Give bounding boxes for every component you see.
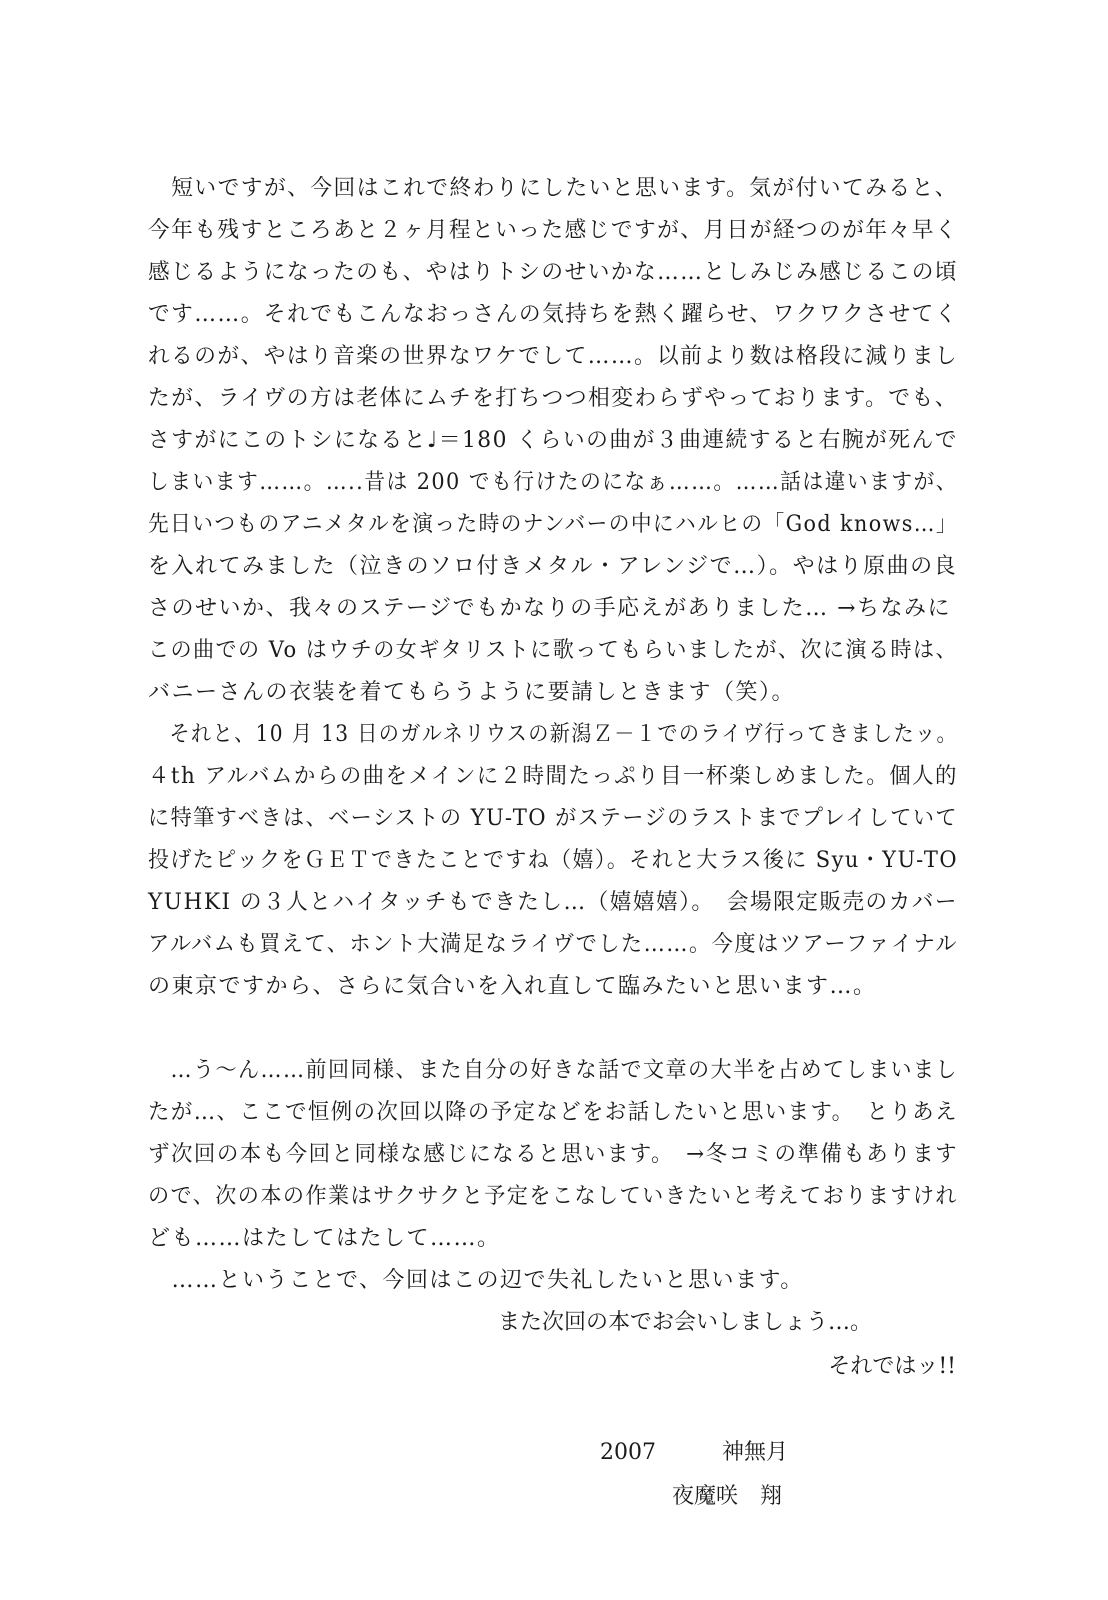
signature-month: 神無月	[722, 1440, 789, 1465]
text-line: しまいます……。…..昔は 200 でも行けたのになぁ……。……話は違いますが、	[148, 470, 959, 495]
text-line: ４th アルバムからの曲をメインに２時間たっぷり目一杯楽しめました。個人的	[148, 764, 958, 789]
text-line: バニーさんの衣装を着てもらうように要請しときます（笑）。	[148, 680, 796, 705]
text-line: 短いですが、今回はこれで終わりにしたいと思います。気が付いてみると、	[148, 176, 958, 201]
text-line: 感じるようになったのも、やはりトシのせいかな……としみじみ感じるこの頃	[148, 260, 959, 285]
text-line: ず次回の本も今回と同様な感じになると思います。 →冬コミの準備もあります	[148, 1142, 959, 1167]
text-line: 投げたピックをＧＥＴできたことですね（嬉）。それと大ラス後に Syu・YU-TO	[148, 848, 958, 873]
text-line: 先日いつものアニメタルを演った時のナンバーの中にハルヒの「God knows…」	[148, 512, 958, 537]
text-line: ので、次の本の作業はサクサクと予定をこなしていきたいと考えておりますけれ	[148, 1184, 958, 1209]
text-line: たが、ライヴの方は老体にムチを打ちつつ相変わらずやっております。でも、	[148, 386, 959, 411]
text-line: を入れてみました（泣きのソロ付きメタル・アレンジで…）。やはり原曲の良	[148, 554, 958, 579]
text-line: この曲での Vo はウチの女ギタリストに歌ってもらいましたが、次に演る時は、	[148, 638, 959, 663]
text-line: …う～ん……前回同様、また自分の好きな話で文章の大半を占めてしまいまし	[148, 1058, 958, 1083]
text-line: に特筆すべきは、ベーシストの YU-TO がステージのラストまでプレイしていて	[148, 806, 958, 831]
text-line: れるのが、やはり音楽の世界なワケでして……。以前より数は格段に減りまし	[148, 344, 959, 369]
text-line: たが…、ここで恒例の次回以降の予定などをお話したいと思います。 とりあえ	[148, 1100, 959, 1125]
signature-author: 夜魔咲 翔	[672, 1484, 783, 1509]
text-line: それと、10 月 13 日のガルネリウスの新潟Ｚ－１でのライヴ行ってきましたッ。	[148, 722, 959, 747]
closing-line: それではッ!!	[828, 1354, 956, 1379]
text-line: さのせいか、我々のステージでもかなりの手応えがありました… →ちなみに	[148, 596, 952, 621]
signature-year: 2007	[600, 1440, 656, 1465]
text-line: 今年も残すところあと２ヶ月程といった感じですが、月日が経つのが年々早く	[148, 218, 959, 243]
text-line: ども……はたしてはたして……。	[148, 1226, 501, 1251]
text-line: YUHKI の３人とハイタッチもできたし…（嬉嬉嬉）。 会場限定販売のカバー	[148, 890, 959, 915]
text-line: です……。それでもこんなおっさんの気持ちを熱く躍らせ、ワクワクさせてく	[148, 302, 959, 327]
text-line: ……ということで、今回はこの辺で失礼したいと思います。	[148, 1268, 804, 1293]
text-line: アルバムも買えて、ホント大満足なライヴでした……。今度はツアーファイナル	[148, 932, 958, 957]
text-line: の東京ですから、さらに気合いを入れ直して臨みたいと思います…。	[148, 974, 877, 999]
closing-line: また次回の本でお会いしましょう…。	[497, 1310, 872, 1335]
text-line: さすがにこのトシになると♩＝180 くらいの曲が３曲連続すると右腕が死んで	[148, 428, 959, 453]
